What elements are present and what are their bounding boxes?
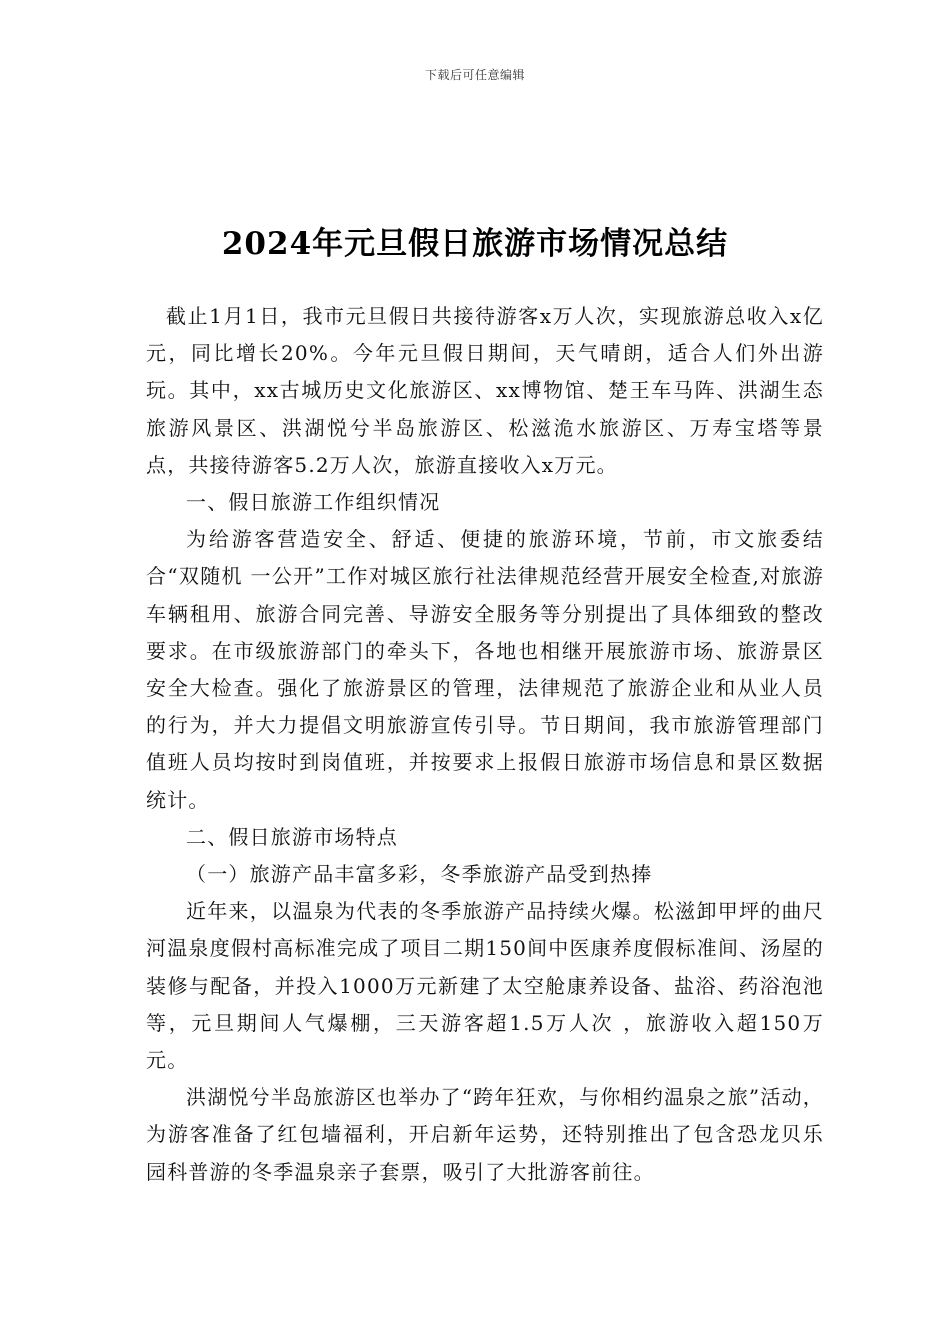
paragraph-honghu: 洪湖悦兮半岛旅游区也举办了“跨年狂欢，与你相约温泉之旅”活动，为游客准备了红包墙福利，开启新年运势，还特别推出了包含恐龙贝乐园科普游的冬季温泉亲子套票，吸引了大批游客前往。 [146, 1085, 824, 1184]
paragraph-hot-spring: 近年来，以温泉为代表的冬季旅游产品持续火爆。松滋卸甲坪的曲尺河温泉度假村高标准完成了项目二期150间中医康养度假标准间、汤屋的装修与配备，并投入1000万元新建了太空舱康养设备、盐浴、药浴泡池等，元旦期间人气爆棚，三天游客超1.5万人次 ，旅游收入超150万元。 [146, 899, 824, 1073]
document-body [146, 298, 824, 1191]
paragraph-organization: 为给游客营造安全、舒适、便捷的旅游环境，节前，市文旅委结合“双随机 一公开”工作对城区旅行社法律规范经营开展安全检查,对旅游车辆租用、旅游合同完善、导游安全服务等分别提出了具体细致的整改要求。在市级旅游部门的牵头下，各地也相继开展旅游市场、旅游景区安全大检查。强化了旅游景区的管理，法律规范了旅游企业和从业人员的行为，并大力提倡文明旅游宣传引导。节日期间，我市旅游管理部门值班人员均按时到岗值班，并按要求上报假日旅游市场信息和景区数据统计。 [146, 527, 824, 812]
header-note: 下载后可任意编辑 [424, 68, 525, 82]
subsection-heading-1: （一）旅游产品丰富多彩，冬季旅游产品受到热捧 [186, 862, 653, 887]
section-heading-2: 二、假日旅游市场特点 [186, 824, 398, 849]
section-heading-1: 一、假日旅游工作组织情况 [186, 490, 441, 515]
document-title: 2024年元旦假日旅游市场情况总结 [221, 226, 729, 262]
paragraph-intro: 截止1月1日，我市元旦假日共接待游客x万人次，实现旅游总收入x亿元，同比增长20%。今年元旦假日期间，天气晴朗，适合人们外出游玩。其中，xx古城历史文化旅游区、xx博物馆、楚王车马阵、洪湖生态旅游风景区、洪湖悦兮半岛旅游区、松滋洈水旅游区、万寿宝塔等景点，共接待游客5.2万人次，旅游直接收入x万元。 [146, 304, 824, 477]
